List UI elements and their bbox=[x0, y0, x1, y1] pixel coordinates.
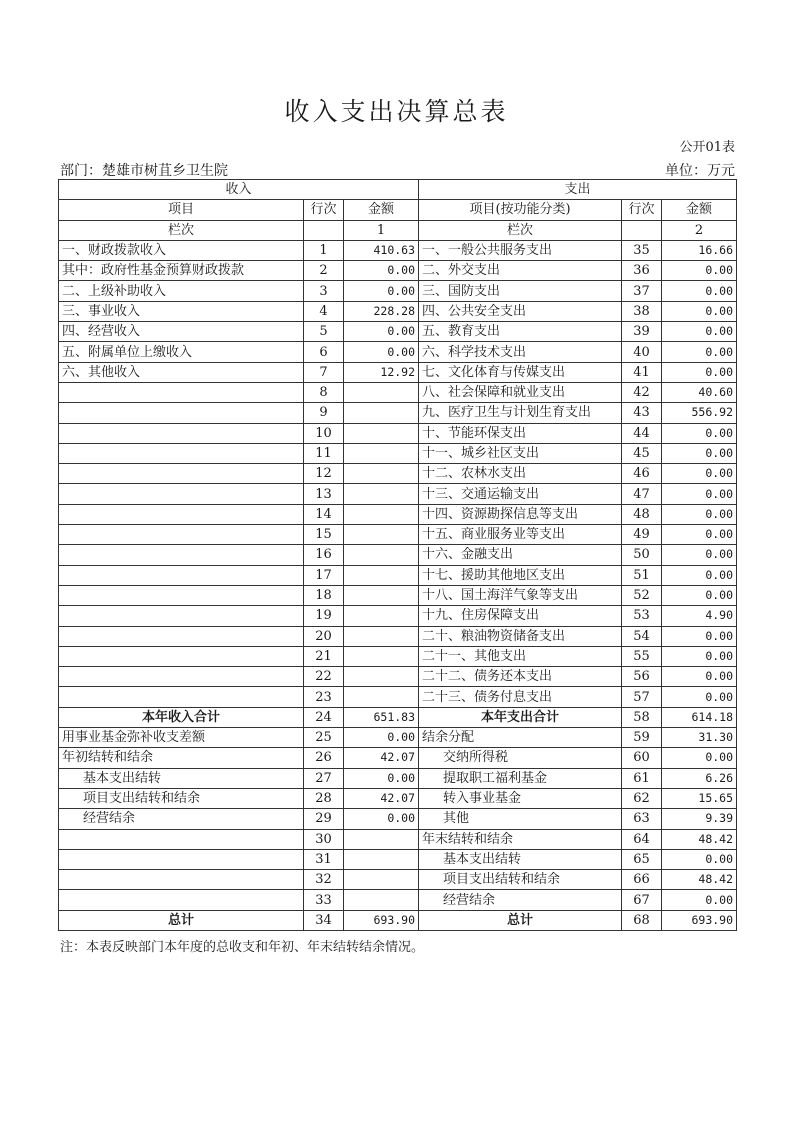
expense-amount-cell: 16.66 bbox=[662, 240, 737, 260]
expense-row-number: 68 bbox=[622, 910, 662, 930]
expense-row-header: 行次 bbox=[622, 200, 662, 220]
expense-amount-cell: 0.00 bbox=[662, 504, 737, 524]
expense-item-cell: 十九、住房保障支出 bbox=[419, 606, 622, 626]
income-row-number: 9 bbox=[304, 403, 344, 423]
income-amount-cell: 0.00 bbox=[344, 809, 419, 829]
expense-row-number: 44 bbox=[622, 423, 662, 443]
expense-item-cell: 基本支出结转 bbox=[419, 849, 622, 869]
expense-item-cell: 九、医疗卫生与计划生育支出 bbox=[419, 403, 622, 423]
expense-amount-cell: 0.00 bbox=[662, 565, 737, 585]
expense-item-cell: 三、国防支出 bbox=[419, 281, 622, 301]
expense-row-number: 53 bbox=[622, 606, 662, 626]
expense-amount-cell: 4.90 bbox=[662, 606, 737, 626]
expense-amount-cell: 48.42 bbox=[662, 870, 737, 890]
income-expense-table bbox=[58, 179, 737, 931]
income-item-cell bbox=[59, 890, 304, 910]
income-amount-cell: 693.90 bbox=[344, 910, 419, 930]
income-item-cell bbox=[59, 646, 304, 666]
income-row-number: 4 bbox=[304, 301, 344, 321]
income-row-number: 3 bbox=[304, 281, 344, 301]
expense-amount-cell: 0.00 bbox=[662, 322, 737, 342]
expense-item-cell: 十六、金融支出 bbox=[419, 545, 622, 565]
expense-amount-cell: 0.00 bbox=[662, 585, 737, 605]
table-row bbox=[59, 809, 737, 829]
income-item-cell: 年初结转和结余 bbox=[59, 748, 304, 768]
expense-item-cell: 五、教育支出 bbox=[419, 322, 622, 342]
income-row-header: 行次 bbox=[304, 200, 344, 220]
expense-amount-cell: 0.00 bbox=[662, 484, 737, 504]
income-amount-cell: 651.83 bbox=[344, 707, 419, 727]
expense-row-number: 62 bbox=[622, 788, 662, 808]
expense-seq-label: 栏次 bbox=[419, 220, 622, 240]
income-row-number: 20 bbox=[304, 626, 344, 646]
income-row-number: 7 bbox=[304, 362, 344, 382]
income-item-cell: 用事业基金弥补收支差额 bbox=[59, 728, 304, 748]
income-item-cell bbox=[59, 829, 304, 849]
expense-item-cell: 二十、粮油物资储备支出 bbox=[419, 626, 622, 646]
income-item-cell bbox=[59, 667, 304, 687]
expense-amount-cell: 556.92 bbox=[662, 403, 737, 423]
expense-item-cell: 总计 bbox=[419, 910, 622, 930]
table-row bbox=[59, 525, 737, 545]
expense-amount-cell: 0.00 bbox=[662, 687, 737, 707]
income-amount-cell: 0.00 bbox=[344, 728, 419, 748]
income-item-cell: 三、事业收入 bbox=[59, 301, 304, 321]
income-amount-cell bbox=[344, 382, 419, 402]
expense-row-number: 47 bbox=[622, 484, 662, 504]
expense-row-number: 54 bbox=[622, 626, 662, 646]
income-item-header: 项目 bbox=[59, 200, 304, 220]
header-row-sequence bbox=[59, 220, 737, 240]
income-row-number: 29 bbox=[304, 809, 344, 829]
income-row-number: 18 bbox=[304, 585, 344, 605]
income-item-cell bbox=[59, 545, 304, 565]
income-item-cell: 其中：政府性基金预算财政拨款 bbox=[59, 261, 304, 281]
income-item-cell bbox=[59, 382, 304, 402]
expense-amount-cell: 0.00 bbox=[662, 301, 737, 321]
expense-row-number: 63 bbox=[622, 809, 662, 829]
table-row bbox=[59, 545, 737, 565]
income-row-number: 32 bbox=[304, 870, 344, 890]
income-item-cell bbox=[59, 849, 304, 869]
expense-amount-cell: 31.30 bbox=[662, 728, 737, 748]
expense-amount-cell: 0.00 bbox=[662, 849, 737, 869]
expense-amount-cell: 0.00 bbox=[662, 646, 737, 666]
expense-amount-cell: 0.00 bbox=[662, 362, 737, 382]
unit-label: 单位：万元 bbox=[665, 163, 735, 179]
income-amount-cell bbox=[344, 646, 419, 666]
table-row bbox=[59, 849, 737, 869]
expense-amount-cell: 48.42 bbox=[662, 829, 737, 849]
table-row bbox=[59, 261, 737, 281]
income-amount-cell bbox=[344, 565, 419, 585]
income-row-number: 22 bbox=[304, 667, 344, 687]
expense-row-number: 45 bbox=[622, 443, 662, 463]
expense-amount-cell: 0.00 bbox=[662, 525, 737, 545]
expense-row-number: 36 bbox=[622, 261, 662, 281]
expense-item-cell: 一、一般公共服务支出 bbox=[419, 240, 622, 260]
income-item-cell: 总计 bbox=[59, 910, 304, 930]
income-amount-cell bbox=[344, 403, 419, 423]
expense-amount-cell: 0.00 bbox=[662, 281, 737, 301]
income-amount-cell bbox=[344, 870, 419, 890]
income-item-cell bbox=[59, 423, 304, 443]
expense-amount-cell: 0.00 bbox=[662, 464, 737, 484]
income-row-number: 17 bbox=[304, 565, 344, 585]
expense-row-number: 38 bbox=[622, 301, 662, 321]
expense-amount-cell: 6.26 bbox=[662, 768, 737, 788]
table-row bbox=[59, 403, 737, 423]
expense-row-number: 59 bbox=[622, 728, 662, 748]
expense-item-header: 项目(按功能分类) bbox=[419, 200, 622, 220]
expense-item-cell: 交纳所得税 bbox=[419, 748, 622, 768]
table-row bbox=[59, 585, 737, 605]
department-label: 部门：楚雄市树苴乡卫生院 bbox=[60, 163, 228, 179]
income-row-number: 28 bbox=[304, 788, 344, 808]
income-item-cell: 五、附属单位上缴收入 bbox=[59, 342, 304, 362]
expense-item-cell: 十四、资源勘探信息等支出 bbox=[419, 504, 622, 524]
income-amount-cell bbox=[344, 849, 419, 869]
income-item-cell: 二、上级补助收入 bbox=[59, 281, 304, 301]
expense-item-cell: 其他 bbox=[419, 809, 622, 829]
expense-item-cell: 二十一、其他支出 bbox=[419, 646, 622, 666]
income-row-number: 12 bbox=[304, 464, 344, 484]
expense-row-number: 49 bbox=[622, 525, 662, 545]
expense-row-number: 65 bbox=[622, 849, 662, 869]
expense-row-number: 43 bbox=[622, 403, 662, 423]
income-row-number: 34 bbox=[304, 910, 344, 930]
expense-item-cell: 六、科学技术支出 bbox=[419, 342, 622, 362]
table-row bbox=[59, 301, 737, 321]
income-row-number: 31 bbox=[304, 849, 344, 869]
table-row bbox=[59, 342, 737, 362]
income-amount-cell bbox=[344, 626, 419, 646]
expense-amount-cell: 693.90 bbox=[662, 910, 737, 930]
expense-row-number: 40 bbox=[622, 342, 662, 362]
expense-amount-cell: 9.39 bbox=[662, 809, 737, 829]
table-row bbox=[59, 464, 737, 484]
expense-seq-number: 2 bbox=[662, 220, 737, 240]
table-row bbox=[59, 707, 737, 727]
income-item-cell bbox=[59, 870, 304, 890]
income-item-cell bbox=[59, 606, 304, 626]
expense-item-cell: 二、外交支出 bbox=[419, 261, 622, 281]
income-amount-cell bbox=[344, 890, 419, 910]
table-row bbox=[59, 382, 737, 402]
expense-amount-cell: 0.00 bbox=[662, 423, 737, 443]
expense-amount-cell: 0.00 bbox=[662, 626, 737, 646]
income-item-cell: 一、财政拨款收入 bbox=[59, 240, 304, 260]
income-row-number: 2 bbox=[304, 261, 344, 281]
income-row-number: 19 bbox=[304, 606, 344, 626]
income-amount-header: 金额 bbox=[344, 200, 419, 220]
income-item-cell bbox=[59, 585, 304, 605]
expense-item-cell: 二十二、债务还本支出 bbox=[419, 667, 622, 687]
income-amount-cell: 12.92 bbox=[344, 362, 419, 382]
expense-item-cell: 项目支出结转和结余 bbox=[419, 870, 622, 890]
income-amount-cell bbox=[344, 423, 419, 443]
expense-row-number: 61 bbox=[622, 768, 662, 788]
table-row bbox=[59, 646, 737, 666]
expense-row-number: 51 bbox=[622, 565, 662, 585]
income-amount-cell bbox=[344, 606, 419, 626]
expense-amount-cell: 0.00 bbox=[662, 342, 737, 362]
income-row-number: 10 bbox=[304, 423, 344, 443]
table-row bbox=[59, 443, 737, 463]
expense-row-number: 66 bbox=[622, 870, 662, 890]
income-item-cell: 项目支出结转和结余 bbox=[59, 788, 304, 808]
table-row bbox=[59, 504, 737, 524]
expense-amount-cell: 0.00 bbox=[662, 748, 737, 768]
table-row bbox=[59, 423, 737, 443]
expense-row-number: 41 bbox=[622, 362, 662, 382]
table-row bbox=[59, 281, 737, 301]
expense-item-cell: 八、社会保障和就业支出 bbox=[419, 382, 622, 402]
income-amount-cell bbox=[344, 829, 419, 849]
footnote: 注：本表反映部门本年度的总收支和年初、年末结转结余情况。 bbox=[60, 940, 425, 955]
expense-item-cell: 十三、交通运输支出 bbox=[419, 484, 622, 504]
expense-item-cell: 十八、国土海洋气象等支出 bbox=[419, 585, 622, 605]
expense-amount-cell: 614.18 bbox=[662, 707, 737, 727]
expense-amount-cell: 0.00 bbox=[662, 443, 737, 463]
expense-row-number: 67 bbox=[622, 890, 662, 910]
income-row-number: 1 bbox=[304, 240, 344, 260]
expense-amount-cell: 40.60 bbox=[662, 382, 737, 402]
table-row bbox=[59, 240, 737, 260]
income-amount-cell: 0.00 bbox=[344, 281, 419, 301]
table-row bbox=[59, 362, 737, 382]
income-amount-cell bbox=[344, 545, 419, 565]
expense-item-cell: 十七、援助其他地区支出 bbox=[419, 565, 622, 585]
expense-row-number: 52 bbox=[622, 585, 662, 605]
income-amount-cell: 410.63 bbox=[344, 240, 419, 260]
table-row bbox=[59, 667, 737, 687]
expense-row-number: 64 bbox=[622, 829, 662, 849]
income-item-cell bbox=[59, 504, 304, 524]
table-row bbox=[59, 484, 737, 504]
table-row bbox=[59, 788, 737, 808]
income-amount-cell bbox=[344, 484, 419, 504]
income-row-number: 27 bbox=[304, 768, 344, 788]
table-row bbox=[59, 748, 737, 768]
income-row-number: 24 bbox=[304, 707, 344, 727]
header-row-sections bbox=[59, 180, 737, 200]
table-row bbox=[59, 768, 737, 788]
expense-row-number: 57 bbox=[622, 687, 662, 707]
expense-amount-cell: 0.00 bbox=[662, 667, 737, 687]
expense-item-cell: 结余分配 bbox=[419, 728, 622, 748]
table-body bbox=[59, 240, 737, 930]
income-row-number: 15 bbox=[304, 525, 344, 545]
expense-item-cell: 二十三、债务付息支出 bbox=[419, 687, 622, 707]
table-row bbox=[59, 606, 737, 626]
income-amount-cell bbox=[344, 667, 419, 687]
expense-item-cell: 转入事业基金 bbox=[419, 788, 622, 808]
expense-item-cell: 十五、商业服务业等支出 bbox=[419, 525, 622, 545]
income-amount-cell bbox=[344, 585, 419, 605]
income-row-number: 6 bbox=[304, 342, 344, 362]
expense-item-cell: 四、公共安全支出 bbox=[419, 301, 622, 321]
income-row-number: 16 bbox=[304, 545, 344, 565]
income-row-number: 23 bbox=[304, 687, 344, 707]
table-row bbox=[59, 565, 737, 585]
income-row-number: 11 bbox=[304, 443, 344, 463]
income-item-cell bbox=[59, 484, 304, 504]
table-row bbox=[59, 829, 737, 849]
income-row-number: 25 bbox=[304, 728, 344, 748]
expense-row-number: 37 bbox=[622, 281, 662, 301]
income-amount-cell: 228.28 bbox=[344, 301, 419, 321]
income-row-number: 26 bbox=[304, 748, 344, 768]
table-row bbox=[59, 687, 737, 707]
income-amount-cell: 0.00 bbox=[344, 342, 419, 362]
income-amount-cell: 0.00 bbox=[344, 768, 419, 788]
expense-row-number: 56 bbox=[622, 667, 662, 687]
income-amount-cell bbox=[344, 443, 419, 463]
income-seq-label: 栏次 bbox=[59, 220, 304, 240]
expense-row-number: 35 bbox=[622, 240, 662, 260]
income-amount-cell: 42.07 bbox=[344, 788, 419, 808]
income-seq-number: 1 bbox=[344, 220, 419, 240]
page-title: 收入支出决算总表 bbox=[284, 97, 509, 126]
income-seq-blank bbox=[304, 220, 344, 240]
table-row bbox=[59, 870, 737, 890]
expense-item-cell: 十二、农林水支出 bbox=[419, 464, 622, 484]
expense-item-cell: 七、文化体育与传媒支出 bbox=[419, 362, 622, 382]
expense-amount-cell: 15.65 bbox=[662, 788, 737, 808]
income-amount-cell bbox=[344, 464, 419, 484]
income-row-number: 8 bbox=[304, 382, 344, 402]
expense-item-cell: 本年支出合计 bbox=[419, 707, 622, 727]
income-row-number: 13 bbox=[304, 484, 344, 504]
table-row bbox=[59, 890, 737, 910]
header-row-columns bbox=[59, 200, 737, 220]
expense-row-number: 48 bbox=[622, 504, 662, 524]
income-item-cell: 基本支出结转 bbox=[59, 768, 304, 788]
table-row bbox=[59, 626, 737, 646]
income-row-number: 5 bbox=[304, 322, 344, 342]
income-section-header: 收入 bbox=[59, 180, 419, 200]
expense-item-cell: 年末结转和结余 bbox=[419, 829, 622, 849]
form-number: 公开01表 bbox=[679, 140, 735, 155]
income-item-cell: 四、经营收入 bbox=[59, 322, 304, 342]
income-item-cell bbox=[59, 464, 304, 484]
income-row-number: 30 bbox=[304, 829, 344, 849]
income-amount-cell bbox=[344, 504, 419, 524]
income-item-cell bbox=[59, 403, 304, 423]
table-row bbox=[59, 322, 737, 342]
expense-row-number: 60 bbox=[622, 748, 662, 768]
expense-row-number: 50 bbox=[622, 545, 662, 565]
expense-amount-cell: 0.00 bbox=[662, 890, 737, 910]
table-row bbox=[59, 728, 737, 748]
expense-row-number: 46 bbox=[622, 464, 662, 484]
income-item-cell bbox=[59, 525, 304, 545]
income-amount-cell: 42.07 bbox=[344, 748, 419, 768]
expense-row-number: 58 bbox=[622, 707, 662, 727]
income-item-cell: 本年收入合计 bbox=[59, 707, 304, 727]
income-item-cell: 六、其他收入 bbox=[59, 362, 304, 382]
income-amount-cell: 0.00 bbox=[344, 261, 419, 281]
income-item-cell bbox=[59, 443, 304, 463]
expense-row-number: 42 bbox=[622, 382, 662, 402]
income-item-cell bbox=[59, 626, 304, 646]
income-item-cell bbox=[59, 565, 304, 585]
expense-row-number: 55 bbox=[622, 646, 662, 666]
income-amount-cell bbox=[344, 525, 419, 545]
expense-seq-blank bbox=[622, 220, 662, 240]
income-row-number: 14 bbox=[304, 504, 344, 524]
expense-amount-cell: 0.00 bbox=[662, 545, 737, 565]
table-row bbox=[59, 910, 737, 930]
expense-item-cell: 提取职工福利基金 bbox=[419, 768, 622, 788]
income-amount-cell: 0.00 bbox=[344, 322, 419, 342]
expense-amount-header: 金额 bbox=[662, 200, 737, 220]
income-amount-cell bbox=[344, 687, 419, 707]
expense-section-header: 支出 bbox=[419, 180, 737, 200]
expense-amount-cell: 0.00 bbox=[662, 261, 737, 281]
expense-item-cell: 经营结余 bbox=[419, 890, 622, 910]
income-row-number: 33 bbox=[304, 890, 344, 910]
income-row-number: 21 bbox=[304, 646, 344, 666]
expense-item-cell: 十、节能环保支出 bbox=[419, 423, 622, 443]
income-item-cell bbox=[59, 687, 304, 707]
expense-row-number: 39 bbox=[622, 322, 662, 342]
expense-item-cell: 十一、城乡社区支出 bbox=[419, 443, 622, 463]
income-item-cell: 经营结余 bbox=[59, 809, 304, 829]
